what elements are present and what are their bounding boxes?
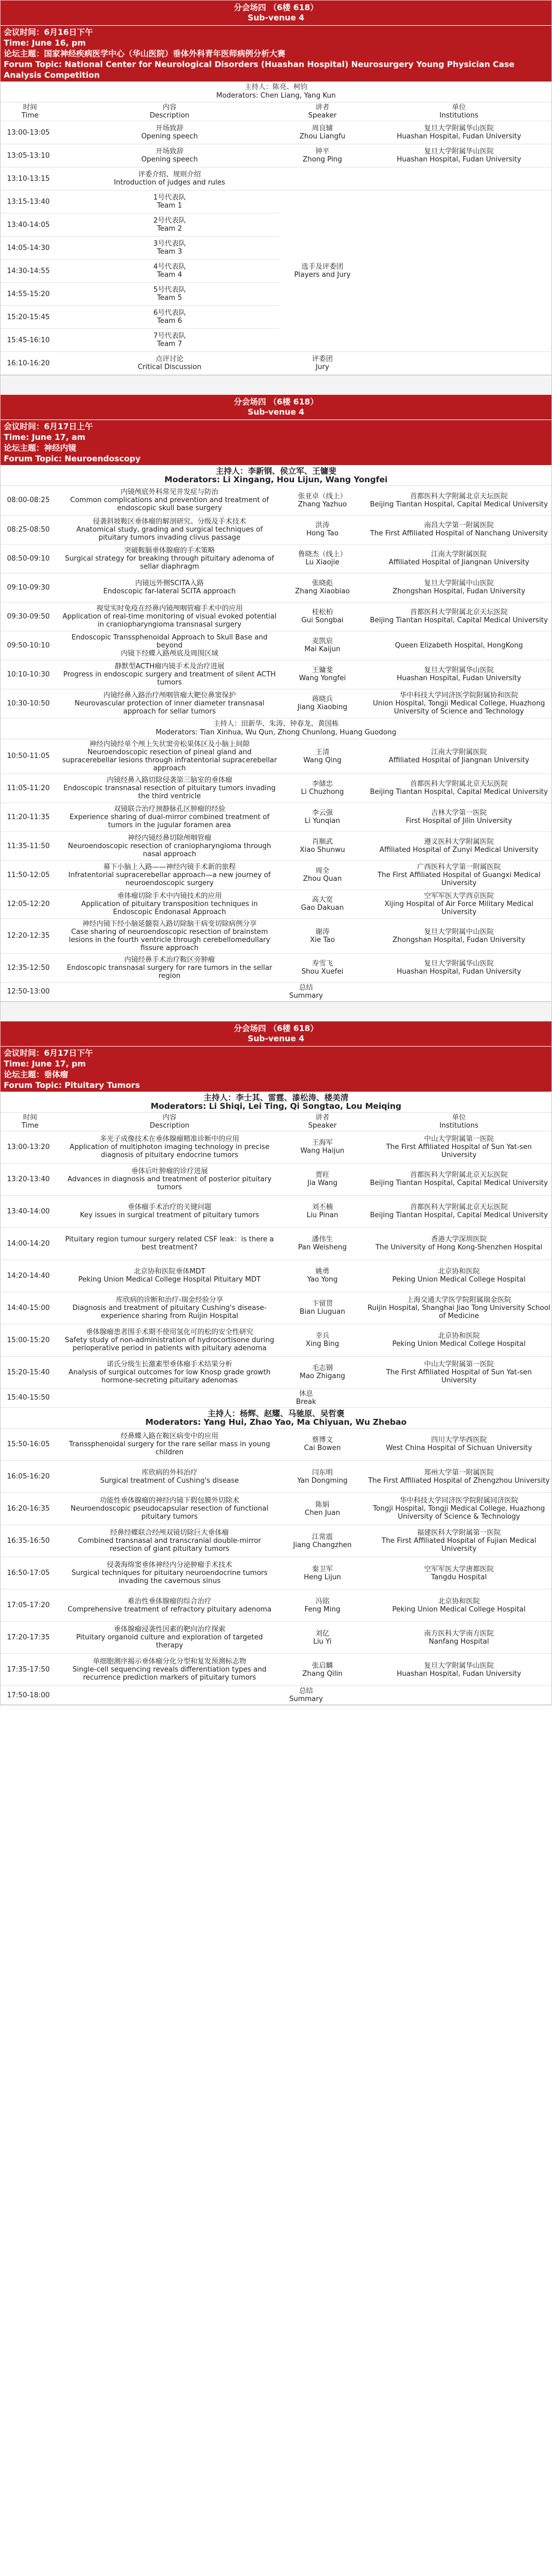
schedule-table [1,102,552,375]
row-description: 难治性垂体腺瘤的综合治疗 Comprehensive treatment of refractory pituitary adenoma [60,1589,279,1622]
table-row [1,660,552,689]
row-speaker: 王海军 Wang Haijun [279,1131,365,1163]
col-institution: 单位 Institutions [365,1113,552,1131]
venue-title: 分会场四 （6楼 618） [233,3,319,12]
row-time: 17:05-17:20 [1,1589,60,1622]
row-speaker: 江常震 Jiang Changzhen [279,1525,365,1557]
row-time: 08:00-08:25 [1,486,60,515]
row-description: 内镜经鼻手术治疗鞍区旁肿瘤 Endoscopic transnasal surgery for rare tumors in the sellar region [60,953,279,982]
row-institution: 南昌大学第一附属医院 The First Affiliated Hospital of Nanchang University [365,515,552,544]
table-row [1,631,552,660]
session-topic-en: Forum Topic: Neuroendoscopy [4,454,141,463]
row-time: 13:20-13:40 [1,1163,60,1195]
table-row: 14:05-14:30 3号代表队 Team 3 [1,237,552,260]
table-row [1,860,552,889]
row-institution: 江南大学附属医院 Affiliated Hospital of Jiangnan University [365,544,552,573]
row-time: 13:40-14:00 [1,1195,60,1227]
row-speaker: 麦凯宸 Mai Kaijun [279,631,365,660]
table-row: 13:00-13:05 开场致辞 Opening speech 周良辅 Zhou Liangfu 复旦大学附属华山医院 Huashan Hospital, Fudan University [1,121,552,144]
row-institution: 上海交通大学医学院附属瑞金医院 Ruijin Hospital, Shanghai Jiao Tong University School of Medicine [365,1292,552,1324]
row-speaker: 周全 Zhou Quan [279,860,365,889]
row-time: 14:00-14:20 [1,1227,60,1260]
row-time: 15:00-15:20 [1,1324,60,1356]
row-description: 经鼻经蝶联合经颅双镜切除巨大垂体瘤 Combined transnasal and transcranial double-mirror resection of giant pituitary tumors [60,1525,279,1557]
table-row [1,1195,552,1227]
table-row [1,602,552,631]
row-speaker: 毛志钢 Mao Zhigang [279,1356,365,1388]
table-row: 13:40-14:05 2号代表队 Team 2 [1,214,552,237]
table-row [1,515,552,544]
moderators-cn: 主持人：李新钢、侯立军、王镛斐 [215,466,336,476]
row-description: 内镜远外侧SCITA入路 Endoscopic far-lateral SCITA approach [60,573,279,602]
row-time: 15:20-15:40 [1,1356,60,1388]
row-speaker: 卞留贯 Bian Liuguan [279,1292,365,1324]
table-header [1,102,552,121]
row-speaker: 寿雪飞 Shou Xuefei [279,953,365,982]
row-institution: 四川大学华西医院 West China Hospital of Sichuan University [365,1429,552,1461]
row-speaker: 高大宽 Gao Dakuan [279,889,365,918]
venue-title-en: Sub-venue 4 [247,1033,305,1043]
moderators [1,1092,551,1113]
moderators-cn: 主持人：李士其、雷霆、漆松涛、楼美清 [203,1092,349,1102]
row-description: 功能性垂体腺瘤的神经内镜下假包膜外切除术 Neuroendoscopic pseudocapsular resection of functional pituitary tumors [60,1493,279,1525]
session-topic: 论坛主题：垂体瘤 [4,1069,69,1079]
row-description: 经鼻蝶入路在鞍区病变中的应用 Transsphenoidal surgery for the rare sellar mass in young children [60,1429,279,1461]
session-info [1,1046,551,1092]
row-institution: 空军军医大学唐都医院 Tangdu Hospital [365,1557,552,1589]
table-row: 14:55-15:20 5号代表队 Team 5 [1,283,552,306]
row-time: 16:05-16:20 [1,1461,60,1493]
moderators-2-cn: 主持人：杨辉、赵耀、马驰原、吴哲褒 [207,1408,344,1418]
col-institution: 单位 Institutions [365,102,552,121]
section-divider [0,376,552,395]
moderators-2-en: Moderators: Yang Hui, Zhao Yao, Ma Chiyuan, Wu Zhebao [145,1417,407,1427]
table-row [1,1163,552,1195]
row-speaker: 李云强 Li Yunqian [279,803,365,831]
table-row [1,803,552,831]
table-row [1,889,552,918]
table-row [1,1461,552,1493]
row-description: 垂体腺瘤患者围手术期不使用氢化可的松的安全性研究 Safety study of non-administration of hydrocortisone during perioperative period in patients with pituitary adenoma [60,1324,279,1356]
schedule-table-2 [1,1429,552,1705]
row-description: 库欣病的诊断和治疗-瑞金经验分享 Diagnosis and treatment of pituitary Cushing's disease-experience sharing from Ruijin Hospital [60,1292,279,1324]
schedule-table-2 [1,739,552,1002]
section-june17-am [0,395,552,1002]
table-row [1,1131,552,1163]
row-institution: Queen Elizabeth Hospital, HongKong [365,631,552,660]
table-row: 16:10-16:20 点评讨论 Critical Discussion 评委团 Jury [1,352,552,375]
col-speaker: 讲者 Speaker [279,102,365,121]
session-topic: 论坛主题：国家神经疾病医学中心（华山医院）垂体外科青年医师病例分析大赛 [4,49,286,58]
table-row [1,544,552,573]
row-institution: 复旦大学附属华山医院 Huashan Hospital, Fudan University [365,953,552,982]
row-description: Pituitary region tumour surgery related CSF leak：is there a best treatment? [60,1227,279,1260]
row-time: 12:20-12:35 [1,918,60,953]
row-speaker: 姚勇 Yao Yong [279,1260,365,1292]
row-institution: 首都医科大学附属北京天坛医院 Beijing Tiantan Hospital, Capital Medical University [365,486,552,515]
row-speaker: 蔡博文 Cai Bowen [279,1429,365,1461]
row-institution: 北京协和医院 Peking Union Medical College Hospital [365,1589,552,1622]
col-speaker: 讲者 Speaker [279,1113,365,1131]
session-date: 会议时间：6月16日下午 [4,27,93,37]
row-description: 双镜联合治疗颈静脉孔区肿瘤的经验 Experience sharing of dual-mirror combined treatment of tumors in the jugular foramen area [60,803,279,831]
row-time: 10:50-11:05 [1,739,60,774]
table-row [1,1260,552,1292]
row-institution: 华中科技大学同济医学院附属协和医院 Union Hospital, Tongji Medical College, Huazhong University of Science and Technology [365,689,552,718]
table-row [1,486,552,515]
row-institution: 首都医科大学附属北京天坛医院 Beijing Tiantan Hospital, Capital Medical University [365,1163,552,1195]
moderators-2 [1,1408,551,1429]
row-institution: 复旦大学附属华山医院 Huashan Hospital, Fudan University [365,660,552,689]
row-time: 08:50-09:10 [1,544,60,573]
row-time: 14:40-15:00 [1,1292,60,1324]
table-row [1,1324,552,1356]
table-row [1,573,552,602]
venue-title: 分会场四 （6楼 618） [233,1023,319,1033]
row-speaker: 贾旺 Jia Wang [279,1163,365,1195]
session-date: 会议时间：6月17日上午 [4,422,93,431]
session-date-en: Time: June 16, pm [4,38,86,48]
row-institution: 复旦大学附属中山医院 Zhongshan Hospital, Fudan University [365,573,552,602]
session-topic-en: Forum Topic: National Center for Neurological Disorders (Huashan Hospital) Neurosurgery Young Physician Case Analysis Competition [4,60,514,80]
session-info [1,25,551,82]
row-description: 诺氏分级生长激素型垂体瘤手术结果分析 Analysis of surgical outcomes for low Knosp grade growth hormone-secreting pituitary adenomas [60,1356,279,1388]
row-description: 侵袭海绵窦垂体神经内分泌肿瘤手术技术 Surgical techniques for pituitary neuroendocrine tumors invading the cavernous sinus [60,1557,279,1589]
row-description: 静默型ACTH瘤内镜手术及治疗进展 Progress in endoscopic surgery and treatment of silent ACTH tumors [60,660,279,689]
row-speaker: 张启麟 Zhang Qilin [279,1654,365,1686]
table-row: 15:20-15:45 6号代表队 Team 6 [1,306,552,329]
row-description: 垂体后叶肿瘤的诊疗进展 Advances in diagnosis and treatment of posterior pituitary tumors [60,1163,279,1195]
row-time: 11:50-12:05 [1,860,60,889]
row-institution: 首都医科大学附属北京天坛医院 Beijing Tiantan Hospital, Capital Medical University [365,774,552,803]
table-row: 14:30-14:55 4号代表队 Team 4 [1,260,552,283]
venue-title-en: Sub-venue 4 [247,407,305,417]
table-row [1,739,552,774]
schedule-table [1,486,552,718]
summary-row: 17:50-18:00 总结 Summary [1,1686,552,1705]
row-institution: 广西医科大学第一附属医院 The First Affiliated Hospital of Guangxi Medical University [365,860,552,889]
row-institution: 复旦大学附属中山医院 Zhongshan Hospital, Fudan University [365,918,552,953]
table-row [1,1589,552,1622]
break-row: 15:40-15:50 休息 Break [1,1388,552,1407]
col-time: 时间 Time [1,1113,60,1131]
row-institution: 首都医科大学附属北京天坛医院 Beijing Tiantan Hospital, Capital Medical University [365,1195,552,1227]
row-speaker: 秦卫军 Heng Lijun [279,1557,365,1589]
jury-cell: 选手及评委团 Players and Jury [279,190,365,352]
row-speaker: 洪涛 Hong Tao [279,515,365,544]
moderators-2-en: Moderators: Tian Xinhua, Wu Qun, Zhong Chunlong, Huang Guodong [156,728,396,737]
row-time: 13:00-13:20 [1,1131,60,1163]
col-time: 时间 Time [1,102,60,121]
table-row [1,1493,552,1525]
table-row [1,1525,552,1557]
summary-row: 12:50-13:00 总结 Summary [1,982,552,1001]
table-row: 13:05-13:10 开场致辞 Opening speech 钟平 Zhong Ping 复旦大学附属华山医院 Huashan Hospital, Fudan University [1,144,552,167]
row-description: 神经内镜经单个颅上矢状窦旁松果体区及小脑上间隙 Neuroendoscopic resection of pineal gland and supracerebellar lesions through infratentorial supracerebellar approach [60,739,279,774]
row-speaker: 肖顺武 Xiao Shunwu [279,831,365,860]
section-june17-pm [0,1021,552,1706]
row-speaker: 潘伟生 Pan Weisheng [279,1227,365,1260]
table-row [1,1227,552,1260]
section-june16-pm [0,0,552,376]
row-description: 视觉实时免疫在经鼻内镜颅咽管瘤手术中的应用 Application of real-time monitoring of visual evoked potential in craniopharyngioma transnasal surgery [60,602,279,631]
row-description: 垂体瘤切除手术中内镜技术的应用 Application of pituitary transposition techniques in Endoscopic Endonasal Approach [60,889,279,918]
venue-header [1,395,551,419]
table-row: 15:45-16:10 7号代表队 Team 7 [1,329,552,352]
table-row [1,1622,552,1654]
row-description: 内镜经鼻入路切除侵袭第三脑室的垂体瘤 Endoscopic transnasal resection of pituitary tumors invading the third ventricle [60,774,279,803]
schedule-table [1,1113,552,1408]
table-row: 13:15-13:40 1号代表队 Team 1 选手及评委团 Players and Jury [1,190,552,214]
session-topic: 论坛主题：神经内镜 [4,443,77,453]
moderators-en: Moderators: Li Xingang, Hou Lijun, Wang Yongfei [164,475,388,484]
row-description: Endoscopic Transsphenoidal Approach to Skull Base and beyond 内镜下经蝶入路颅底及周围区域 [60,631,279,660]
table-row [1,1654,552,1686]
session-date-en: Time: June 17, pm [4,1058,86,1069]
row-institution: 吉林大学第一医院 First Hospital of Jilin University [365,803,552,831]
table-row [1,1429,552,1461]
venue-title: 分会场四 （6楼 618） [233,397,319,407]
row-institution: 北京协和医院 Peking Union Medical College Hospital [365,1260,552,1292]
table-row [1,918,552,953]
row-institution: 华中科技大学同济医学院附属同济医院 Tongji Hospital, Tongji Medical College, Huazhong University of Science & Technology [365,1493,552,1525]
session-date-en: Time: June 17, am [4,432,86,442]
row-description: 北京协和医院垂体MDT Peking Union Medical College Hospital Pituitary MDT [60,1260,279,1292]
row-description: 神经内镜经鼻切除颅咽管瘤 Neuroendoscopic resection of craniopharyngioma through nasal approach [60,831,279,860]
row-institution: 福建医科大学附属第一医院 The First Affiliated Hospital of Fujian Medical University [365,1525,552,1557]
row-speaker: 王镛斐 Wang Yongfei [279,660,365,689]
venue-header [1,1021,551,1046]
row-speaker: 刘丕楠 Liu Pinan [279,1195,365,1227]
row-time: 09:10-09:30 [1,573,60,602]
row-time: 12:35-12:50 [1,953,60,982]
moderators-en: Moderators: Li Shiqi, Lei Ting, Qi Songtao, Lou Meiqing [150,1101,402,1111]
row-speaker: 张晓彪 Zhang Xiaobiao [279,573,365,602]
row-time: 16:35-16:50 [1,1525,60,1557]
table-row [1,1292,552,1324]
section-divider [0,1002,552,1021]
row-time: 15:50-16:05 [1,1429,60,1461]
table-row [1,774,552,803]
row-time: 10:10-10:30 [1,660,60,689]
table-row [1,1356,552,1388]
row-speaker: 蒋晓兵 Jiang Xiaobing [279,689,365,718]
row-institution: 遵义医科大学附属医院 Affiliated Hospital of Zunyi Medical University [365,831,552,860]
row-speaker: 桂松柏 Gui Songbai [279,602,365,631]
row-speaker: 冯铭 Feng Ming [279,1589,365,1622]
row-speaker: 陈娟 Chen Juan [279,1493,365,1525]
row-institution: 中山大学附属第一医院 The First Affiliated Hospital of Sun Yat-sen University [365,1356,552,1388]
row-speaker: 鲁晓杰（线上） Lu Xiaojie [279,544,365,573]
row-speaker: 幸兵 Xing Bing [279,1324,365,1356]
moderators [1,465,551,486]
table-header [1,1113,552,1131]
row-description: 内镜颅底外科常见并发症与防治 Common complications and prevention and treatment of endoscopic skull base surgery [60,486,279,515]
moderators-en: Moderators: Chen Liang, Yang Kun [216,92,336,100]
row-description: 侵袭斜坡鞍区垂体瘤的解剖研究、分级及手术技术 Anatomical study, grading and surgical techniques of pituitary tumors invading clivus passage [60,515,279,544]
row-institution: 江南大学附属医院 Affiliated Hospital of Jiangnan University [365,739,552,774]
session-date: 会议时间：6月17日下午 [4,1048,93,1058]
row-time: 11:35-11:50 [1,831,60,860]
moderators-2 [1,718,551,739]
row-institution: 空军军医大学西京医院 Xijing Hospital of Air Force Military Medical University [365,889,552,918]
moderators-cn: 主持人：陈亮、柯钧 [244,83,307,91]
venue-title-en: Sub-venue 4 [247,13,305,23]
row-description: 突破鞍膈垂体腺瘤的手术策略 Surgical strategy for breaking through pituitary adenoma of sellar diaphragm [60,544,279,573]
table-row [1,953,552,982]
row-time: 11:05-11:20 [1,774,60,803]
row-institution: 首都医科大学附属北京天坛医院 Beijing Tiantan Hospital, Capital Medical University [365,602,552,631]
row-time: 16:50-17:05 [1,1557,60,1589]
session-topic-en: Forum Topic: Pituitary Tumors [4,1080,140,1090]
row-description: 垂体腺瘤浸袭性因素的靶向治疗探索 Pituitary organoid culture and exploration of targeted therapy [60,1622,279,1654]
row-time: 09:50-10:10 [1,631,60,660]
row-institution: 复旦大学附属华山医院 Huashan Hospital, Fudan University [365,1654,552,1686]
row-description: 垂体瘤手术治疗的关键问题 Key issues in surgical treatment of pituitary tumors [60,1195,279,1227]
row-description: 多光子成像技术在垂体腺瘤精准诊断中的应用 Application of multiphoton imaging technology in precise diagnosis of pituitary endocrine tumors [60,1131,279,1163]
row-description: 内镜经鼻入路治疗颅咽管瘤大靶位鼻窦保护 Neurovascular protection of inner diameter transnasal approach for sellar tumors [60,689,279,718]
table-row [1,1557,552,1589]
row-description: 神经内镜下经小脑延髓裂入路切除脑干病变切除病例分享 Case sharing of neuroendoscopic resection of brainstem lesions in the fourth ventricle through cerebellomedullary fissure approach [60,918,279,953]
col-desc: 内容 Description [60,102,279,121]
col-desc: 内容 Description [60,1113,279,1131]
row-institution: 南方医科大学南方医院 Nanfang Hospital [365,1622,552,1654]
row-institution: 中山大学附属第一医院 The First Affiliated Hospital of Sun Yat-sen University [365,1131,552,1163]
row-institution: 郑州大学第一附属医院 The First Affiliated Hospital of Zhengzhou University [365,1461,552,1493]
row-time: 11:20-11:35 [1,803,60,831]
table-row [1,689,552,718]
moderators [1,82,551,102]
row-time: 08:25-08:50 [1,515,60,544]
row-speaker: 李储忠 Li Chuzhong [279,774,365,803]
row-speaker: 刘亿 Liu Yi [279,1622,365,1654]
session-info [1,419,551,465]
row-time: 14:20-14:40 [1,1260,60,1292]
moderators-2-cn: 主持人：田新华、朱涛、钟春龙、黄国栋 [213,719,339,728]
table-row [1,831,552,860]
row-institution: 香港大学深圳医院 The University of Hong Kong-Shenzhen Hospital [365,1227,552,1260]
row-institution: 北京协和医院 Peking Union Medical College Hospital [365,1324,552,1356]
venue-header [1,1,551,25]
row-time: 17:20-17:35 [1,1622,60,1654]
row-time: 09:30-09:50 [1,602,60,631]
row-speaker: 张亚卓（线上） Zhang Yazhuo [279,486,365,515]
row-speaker: 谢涛 Xie Tao [279,918,365,953]
row-time: 17:35-17:50 [1,1654,60,1686]
row-time: 10:30-10:50 [1,689,60,718]
row-description: 单细胞测序揭示垂体瘤分化分型和复发预测标志物 Single-cell sequencing reveals differentiation types and recurrence prediction markers of pituitary tumors [60,1654,279,1686]
row-speaker: 王清 Wang Qing [279,739,365,774]
table-row: 13:10-13:15 评委介绍、规则介绍 Introduction of judges and rules [1,167,552,190]
row-time: 16:20-16:35 [1,1493,60,1525]
row-speaker: 闫东明 Yan Dongming [279,1461,365,1493]
row-description: 库欣病的外科治疗 Surgical treatment of Cushing's disease [60,1461,279,1493]
row-description: 幕下小脑上入路——神经内镜手术新的旅程 Infratentorial supracerebellar approach—a new journey of neuroendoscopic surgery [60,860,279,889]
row-time: 12:05-12:20 [1,889,60,918]
